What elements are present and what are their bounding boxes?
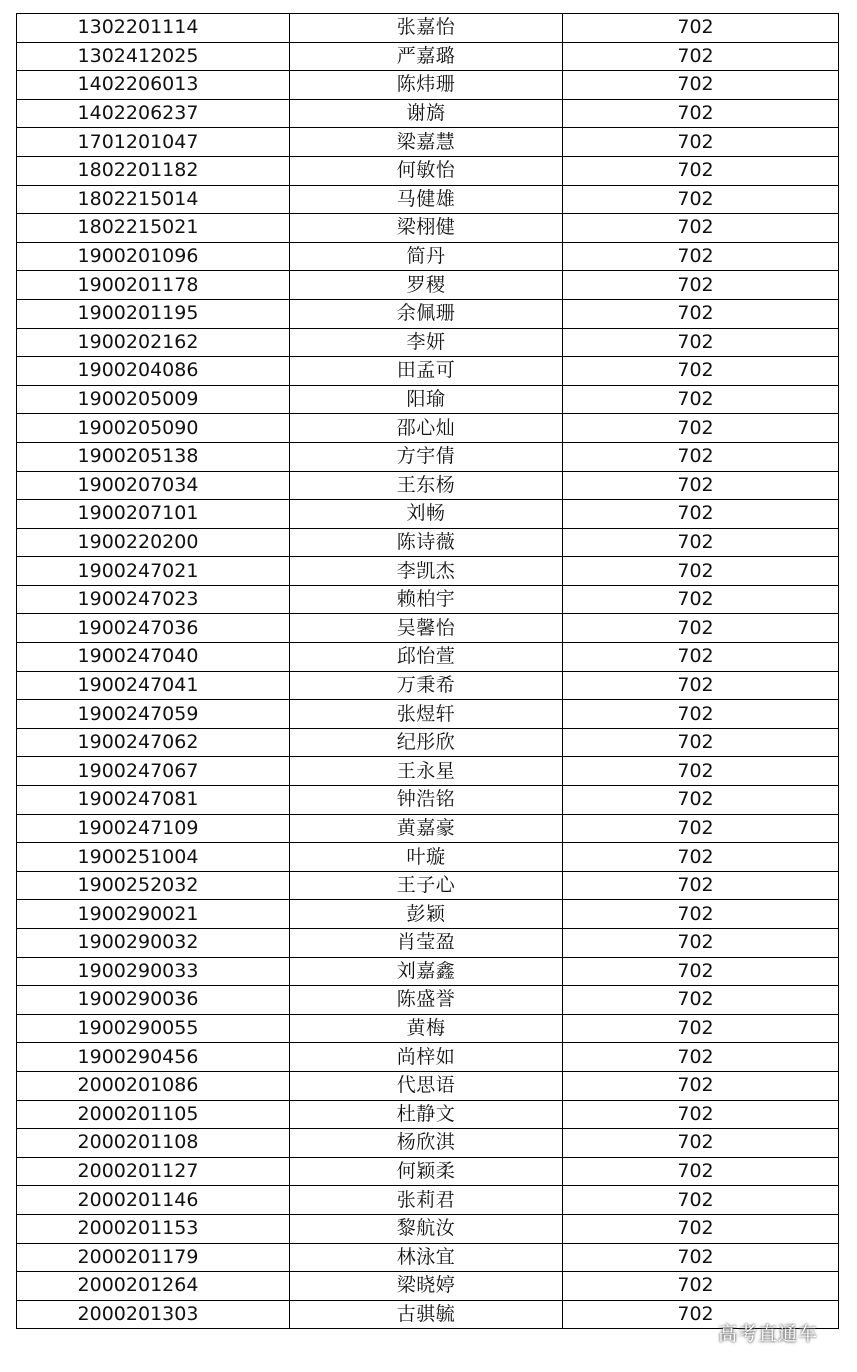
- candidate-id-cell: 2000201105: [17, 1100, 290, 1129]
- table-row: [17, 156, 839, 185]
- candidate-id-cell: 1900205090: [17, 414, 290, 443]
- score-cell: 702: [563, 814, 839, 843]
- candidate-name-cell: 简丹: [290, 242, 563, 271]
- table-row: [17, 1071, 839, 1100]
- candidate-name-cell: 王子心: [290, 871, 563, 900]
- score-cell: 702: [563, 42, 839, 71]
- table-row: [17, 185, 839, 214]
- score-cell: 702: [563, 728, 839, 757]
- table-row: [17, 1272, 839, 1301]
- candidate-id-cell: 1900247067: [17, 757, 290, 786]
- table-row: [17, 242, 839, 271]
- candidate-name-cell: 纪彤欣: [290, 728, 563, 757]
- candidate-id-cell: 1900247023: [17, 585, 290, 614]
- candidate-name-cell: 黄梅: [290, 1014, 563, 1043]
- score-cell: 702: [563, 185, 839, 214]
- table-row: [17, 1100, 839, 1129]
- table-row: [17, 42, 839, 71]
- candidate-name-cell: 阳瑜: [290, 385, 563, 414]
- candidate-id-cell: 1900207101: [17, 500, 290, 529]
- candidate-name-cell: 梁晓婷: [290, 1272, 563, 1301]
- table-row: [17, 1043, 839, 1072]
- candidate-id-cell: 1900252032: [17, 871, 290, 900]
- score-cell: 702: [563, 328, 839, 357]
- score-cell: 702: [563, 1214, 839, 1243]
- candidate-id-cell: 1900247036: [17, 614, 290, 643]
- candidate-name-cell: 梁嘉慧: [290, 128, 563, 157]
- score-cell: 702: [563, 471, 839, 500]
- candidate-name-cell: 黄嘉豪: [290, 814, 563, 843]
- candidate-name-cell: 赖柏宇: [290, 585, 563, 614]
- candidate-name-cell: 肖莹盈: [290, 929, 563, 958]
- candidate-id-cell: 1900290021: [17, 900, 290, 929]
- table-row: [17, 643, 839, 672]
- candidate-id-cell: 1900290055: [17, 1014, 290, 1043]
- table-row: [17, 1157, 839, 1186]
- candidate-id-cell: 1402206237: [17, 99, 290, 128]
- table-row: [17, 929, 839, 958]
- score-cell: 702: [563, 357, 839, 386]
- candidate-id-cell: 1302201114: [17, 14, 290, 43]
- candidate-id-cell: 1900251004: [17, 843, 290, 872]
- score-cell: 702: [563, 986, 839, 1015]
- table-row: [17, 471, 839, 500]
- score-cell: 702: [563, 671, 839, 700]
- score-cell: 702: [563, 1243, 839, 1272]
- candidate-id-cell: 1900247109: [17, 814, 290, 843]
- candidate-name-cell: 何颖柔: [290, 1157, 563, 1186]
- candidate-id-cell: 2000201086: [17, 1071, 290, 1100]
- table-row: [17, 900, 839, 929]
- table-row: [17, 528, 839, 557]
- candidate-name-cell: 杨欣淇: [290, 1129, 563, 1158]
- score-table-container: [16, 13, 838, 1329]
- candidate-name-cell: 张莉君: [290, 1186, 563, 1215]
- table-row: [17, 585, 839, 614]
- score-cell: 702: [563, 500, 839, 529]
- candidate-name-cell: 严嘉璐: [290, 42, 563, 71]
- candidate-name-cell: 王永星: [290, 757, 563, 786]
- table-row: [17, 700, 839, 729]
- table-row: [17, 671, 839, 700]
- candidate-id-cell: 2000201108: [17, 1129, 290, 1158]
- candidate-name-cell: 钟浩铭: [290, 786, 563, 815]
- score-cell: 702: [563, 757, 839, 786]
- score-cell: 702: [563, 128, 839, 157]
- candidate-name-cell: 张煜轩: [290, 700, 563, 729]
- score-cell: 702: [563, 1300, 839, 1329]
- candidate-id-cell: 2000201264: [17, 1272, 290, 1301]
- table-row: [17, 385, 839, 414]
- table-row: [17, 328, 839, 357]
- table-row: [17, 1129, 839, 1158]
- score-cell: 702: [563, 1100, 839, 1129]
- candidate-name-cell: 刘嘉鑫: [290, 957, 563, 986]
- table-row: [17, 871, 839, 900]
- candidate-name-cell: 吴馨怡: [290, 614, 563, 643]
- candidate-id-cell: 1900290456: [17, 1043, 290, 1072]
- candidate-id-cell: 1900204086: [17, 357, 290, 386]
- candidate-name-cell: 田孟可: [290, 357, 563, 386]
- candidate-id-cell: 2000201153: [17, 1214, 290, 1243]
- watermark-text: 高考直通车: [718, 1323, 819, 1345]
- candidate-name-cell: 余佩珊: [290, 299, 563, 328]
- score-cell: 702: [563, 442, 839, 471]
- score-cell: 702: [563, 643, 839, 672]
- candidate-name-cell: 何敏怡: [290, 156, 563, 185]
- candidate-name-cell: 彭颖: [290, 900, 563, 929]
- candidate-name-cell: 陈盛誉: [290, 986, 563, 1015]
- table-row: [17, 214, 839, 243]
- score-cell: 702: [563, 214, 839, 243]
- table-row: [17, 14, 839, 43]
- table-row: [17, 71, 839, 100]
- candidate-name-cell: 林泳宜: [290, 1243, 563, 1272]
- candidate-id-cell: 1900247021: [17, 557, 290, 586]
- candidate-id-cell: 1802215014: [17, 185, 290, 214]
- table-row: [17, 614, 839, 643]
- score-cell: 702: [563, 900, 839, 929]
- candidate-id-cell: 1900247062: [17, 728, 290, 757]
- score-cell: 702: [563, 299, 839, 328]
- score-cell: 702: [563, 1157, 839, 1186]
- candidate-id-cell: 1701201047: [17, 128, 290, 157]
- candidate-name-cell: 代思语: [290, 1071, 563, 1100]
- score-cell: 702: [563, 156, 839, 185]
- score-cell: 702: [563, 271, 839, 300]
- table-row: [17, 1300, 839, 1329]
- score-cell: 702: [563, 614, 839, 643]
- candidate-id-cell: 1900201178: [17, 271, 290, 300]
- candidate-name-cell: 万秉希: [290, 671, 563, 700]
- table-row: [17, 557, 839, 586]
- score-cell: 702: [563, 843, 839, 872]
- candidate-name-cell: 梁栩健: [290, 214, 563, 243]
- candidate-id-cell: 1900290033: [17, 957, 290, 986]
- candidate-id-cell: 2000201127: [17, 1157, 290, 1186]
- score-cell: 702: [563, 957, 839, 986]
- score-cell: 702: [563, 414, 839, 443]
- score-cell: 702: [563, 385, 839, 414]
- score-cell: 702: [563, 14, 839, 43]
- candidate-name-cell: 陈炜珊: [290, 71, 563, 100]
- table-row: [17, 757, 839, 786]
- candidate-id-cell: 2000201146: [17, 1186, 290, 1215]
- score-cell: 702: [563, 1129, 839, 1158]
- candidate-id-cell: 2000201303: [17, 1300, 290, 1329]
- score-cell: 702: [563, 528, 839, 557]
- candidate-id-cell: 1900247059: [17, 700, 290, 729]
- table-row: [17, 1214, 839, 1243]
- candidate-name-cell: 尚梓如: [290, 1043, 563, 1072]
- table-row: [17, 986, 839, 1015]
- table-row: [17, 357, 839, 386]
- table-row: [17, 299, 839, 328]
- candidate-id-cell: 1900247081: [17, 786, 290, 815]
- candidate-id-cell: 1302412025: [17, 42, 290, 71]
- score-cell: 702: [563, 242, 839, 271]
- candidate-name-cell: 邱怡萱: [290, 643, 563, 672]
- candidate-name-cell: 方宇倩: [290, 442, 563, 471]
- candidate-name-cell: 邵心灿: [290, 414, 563, 443]
- candidate-id-cell: 1900290032: [17, 929, 290, 958]
- table-row: [17, 442, 839, 471]
- candidate-name-cell: 马健雄: [290, 185, 563, 214]
- score-cell: 702: [563, 557, 839, 586]
- score-cell: 702: [563, 700, 839, 729]
- candidate-name-cell: 杜静文: [290, 1100, 563, 1129]
- score-cell: 702: [563, 99, 839, 128]
- candidate-id-cell: 1402206013: [17, 71, 290, 100]
- candidate-name-cell: 刘畅: [290, 500, 563, 529]
- score-cell: 702: [563, 786, 839, 815]
- table-row: [17, 414, 839, 443]
- score-cell: 702: [563, 1186, 839, 1215]
- score-cell: 702: [563, 71, 839, 100]
- candidate-name-cell: 李妍: [290, 328, 563, 357]
- score-cell: 702: [563, 929, 839, 958]
- score-cell: 702: [563, 1272, 839, 1301]
- table-row: [17, 128, 839, 157]
- candidate-id-cell: 1802215021: [17, 214, 290, 243]
- score-cell: 702: [563, 1043, 839, 1072]
- candidate-id-cell: 1900201096: [17, 242, 290, 271]
- score-cell: 702: [563, 871, 839, 900]
- score-table: [16, 13, 839, 1329]
- candidate-id-cell: 1900201195: [17, 299, 290, 328]
- candidate-id-cell: 1802201182: [17, 156, 290, 185]
- candidate-id-cell: 1900205009: [17, 385, 290, 414]
- candidate-id-cell: 1900205138: [17, 442, 290, 471]
- candidate-name-cell: 古骐毓: [290, 1300, 563, 1329]
- table-row: [17, 500, 839, 529]
- table-row: [17, 786, 839, 815]
- candidate-id-cell: 1900247040: [17, 643, 290, 672]
- candidate-name-cell: 张嘉怡: [290, 14, 563, 43]
- table-row: [17, 814, 839, 843]
- table-row: [17, 957, 839, 986]
- score-table-body: [17, 14, 839, 1329]
- score-cell: 702: [563, 1014, 839, 1043]
- score-cell: 702: [563, 585, 839, 614]
- table-row: [17, 1243, 839, 1272]
- candidate-name-cell: 黎航汝: [290, 1214, 563, 1243]
- candidate-id-cell: 1900202162: [17, 328, 290, 357]
- table-row: [17, 1186, 839, 1215]
- candidate-name-cell: 罗稷: [290, 271, 563, 300]
- candidate-name-cell: 王东杨: [290, 471, 563, 500]
- table-row: [17, 843, 839, 872]
- candidate-name-cell: 李凯杰: [290, 557, 563, 586]
- table-row: [17, 1014, 839, 1043]
- candidate-name-cell: 陈诗薇: [290, 528, 563, 557]
- candidate-id-cell: 1900220200: [17, 528, 290, 557]
- candidate-name-cell: 谢旖: [290, 99, 563, 128]
- candidate-id-cell: 1900207034: [17, 471, 290, 500]
- candidate-id-cell: 1900290036: [17, 986, 290, 1015]
- table-row: [17, 99, 839, 128]
- score-cell: 702: [563, 1071, 839, 1100]
- candidate-id-cell: 2000201179: [17, 1243, 290, 1272]
- table-row: [17, 728, 839, 757]
- candidate-id-cell: 1900247041: [17, 671, 290, 700]
- table-row: [17, 271, 839, 300]
- candidate-name-cell: 叶璇: [290, 843, 563, 872]
